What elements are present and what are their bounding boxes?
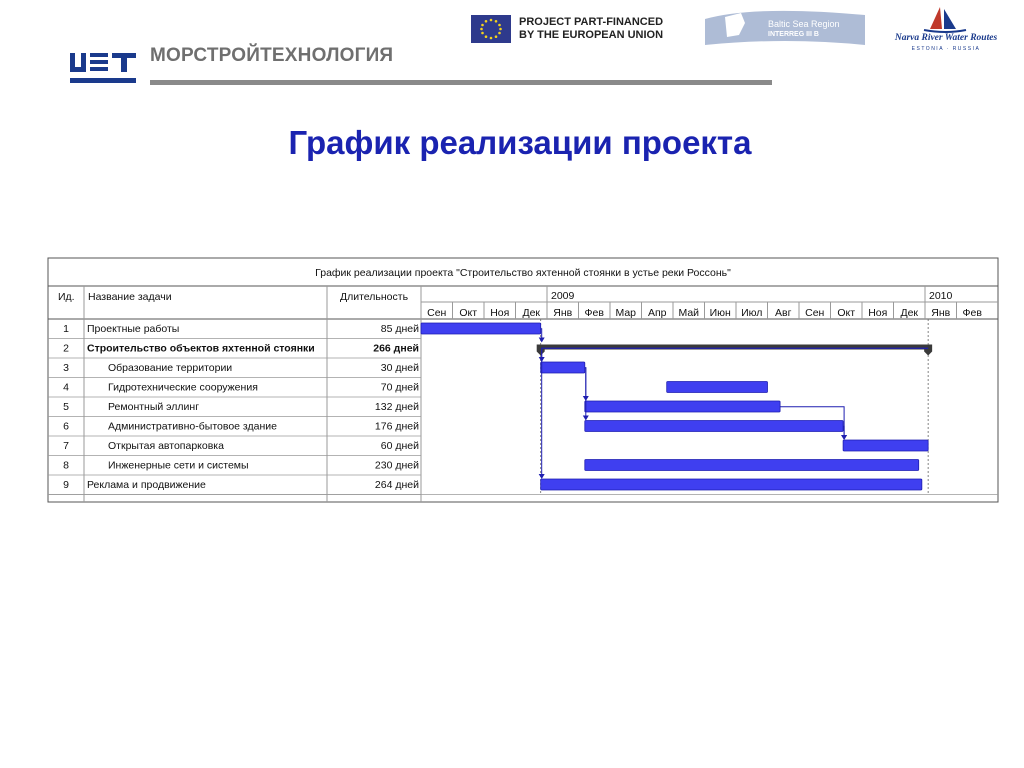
- month-label: Апр: [647, 307, 667, 319]
- month-label: Май: [678, 307, 700, 319]
- column-header-duration: Длительность: [340, 291, 409, 303]
- task-id-5: 5: [63, 401, 69, 413]
- task-name-1: Проектные работы: [87, 323, 180, 335]
- task-id-6: 6: [63, 420, 69, 433]
- narva-name: Narva River Water Routes: [894, 33, 998, 43]
- task-id-1: 1: [63, 323, 69, 335]
- task-name-5: Ремонтный эллинг: [108, 401, 200, 413]
- gantt-title: График реализации проекта "Строительство яхтенной стоянки в устье реки Россонь": [315, 267, 731, 279]
- task-id-3: 3: [63, 362, 69, 374]
- task-name-4: Гидротехнические сооружения: [108, 381, 258, 394]
- task-duration-3: 30 дней: [380, 362, 419, 374]
- month-label: Ноя: [490, 307, 510, 319]
- task-duration-5: 132 дней: [374, 401, 419, 413]
- task-name-8: Инженерные сети и системы: [108, 459, 249, 472]
- task-id-7: 7: [63, 440, 69, 452]
- task-name-9: Реклама и продвижение: [87, 479, 206, 491]
- month-label: Мар: [615, 307, 637, 319]
- task-bar-9: [541, 479, 922, 490]
- task-id-8: 8: [63, 459, 69, 472]
- eu-line-2: BY THE EUROPEAN UNION: [519, 29, 664, 41]
- column-header-id: Ид.: [58, 291, 75, 303]
- month-label: Дек: [522, 307, 541, 319]
- task-bar-6: [585, 421, 843, 432]
- task-bar-8: [585, 460, 919, 471]
- task-bar-1: [421, 323, 541, 334]
- year-label-2010: 2010: [929, 290, 953, 302]
- page-title: График реализации проекта: [288, 124, 752, 161]
- month-label: Авг: [775, 307, 792, 319]
- month-label: Фев: [584, 307, 604, 319]
- year-label-2009: 2009: [551, 290, 575, 302]
- company-name: МОРСТРОЙТЕХНОЛОГИЯ: [150, 45, 394, 66]
- month-label: Июл: [741, 307, 763, 319]
- task-duration-4: 70 дней: [380, 381, 419, 394]
- baltic-line-1: Baltic Sea Region: [768, 19, 840, 29]
- month-label: Фев: [962, 307, 982, 319]
- narva-subtitle: ESTONIA · RUSSIA: [911, 46, 981, 52]
- month-label: Июн: [709, 307, 731, 319]
- column-header-name: Название задачи: [88, 291, 172, 303]
- month-label: Окт: [459, 307, 478, 319]
- task-duration-1: 85 дней: [380, 323, 419, 335]
- task-name-7: Открытая автопарковка: [108, 440, 224, 452]
- task-bar-3: [541, 362, 585, 373]
- month-label: Янв: [553, 307, 573, 319]
- task-id-2: 2: [63, 342, 69, 355]
- month-label: Ноя: [868, 307, 888, 319]
- eu-line-1: PROJECT PART-FINANCED: [519, 16, 664, 28]
- month-label: Дек: [900, 307, 919, 319]
- task-duration-7: 60 дней: [380, 440, 419, 452]
- task-id-9: 9: [63, 479, 69, 491]
- task-id-4: 4: [63, 381, 69, 394]
- task-duration-8: 230 дней: [374, 459, 419, 472]
- baltic-line-2: INTERREG III B: [768, 31, 819, 38]
- task-name-6: Административно-бытовое здание: [108, 420, 277, 433]
- month-label: Окт: [837, 307, 856, 319]
- month-label: Янв: [931, 307, 951, 319]
- month-label: Сен: [427, 307, 447, 319]
- task-bar-5: [585, 401, 780, 412]
- task-duration-9: 264 дней: [374, 479, 419, 491]
- task-bar-4: [667, 382, 768, 393]
- task-name-2: Строительство объектов яхтенной стоянки: [87, 342, 315, 355]
- task-duration-6: 176 дней: [374, 420, 419, 433]
- task-bar-7: [843, 440, 928, 451]
- month-label: Сен: [805, 307, 825, 319]
- task-name-3: Образование территории: [108, 362, 233, 374]
- task-duration-2: 266 дней: [373, 342, 419, 355]
